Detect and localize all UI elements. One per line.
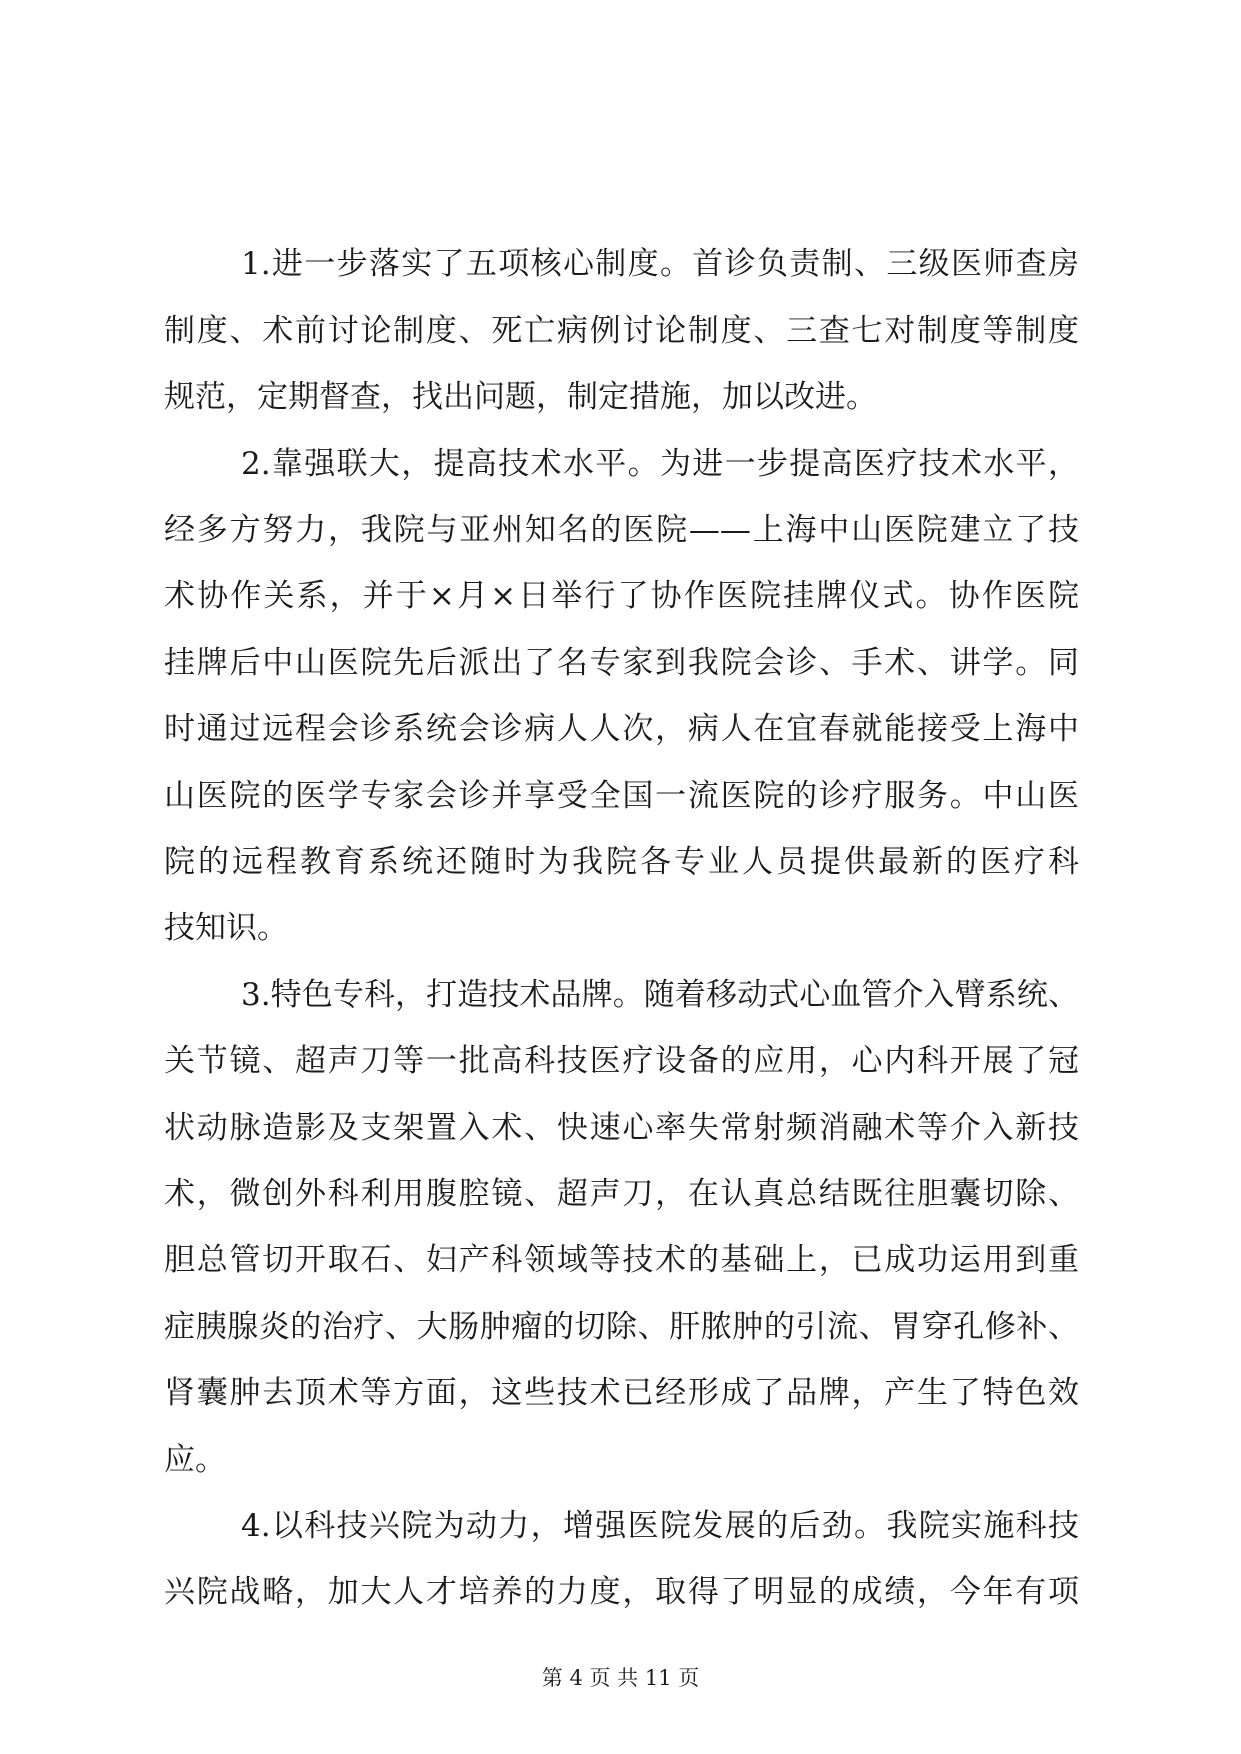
paragraph-3-line-8: 应。 — [164, 1442, 226, 1478]
paragraph-3-line-5: 胆总管切开取石、妇产科领域等技术的基础上，已成功运用到重 — [164, 1242, 1079, 1278]
paragraph-2-line-5: 时通过远程会诊系统会诊病人人次，病人在宜春就能接受上海中 — [164, 711, 1079, 747]
paragraph-2-line-1: 2.靠强联大，提高技术水平。为进一步提高医疗技术水平， — [241, 446, 1079, 482]
paragraph-3-line-1: 3.特色专科，打造技术品牌。随着移动式心血管介入臂系统、 — [241, 977, 1079, 1013]
page-number-footer: 第 4 页 共 11 页 — [541, 1666, 700, 1690]
paragraph-2-line-6: 山医院的医学专家会诊并享受全国一流医院的诊疗服务。中山医 — [164, 778, 1079, 814]
paragraph-2-line-3: 术协作关系，并于×月×日举行了协作医院挂牌仪式。协作医院 — [164, 578, 1079, 614]
paragraph-3-line-6: 症胰腺炎的治疗、大肠肿瘤的切除、肝脓肿的引流、胃穿孔修补、 — [164, 1309, 1079, 1345]
paragraph-1-line-1: 1.进一步落实了五项核心制度。首诊负责制、三级医师查房 — [241, 246, 1079, 282]
paragraph-2-line-2: 经多方努力，我院与亚州知名的医院——上海中山医院建立了技 — [164, 512, 1079, 548]
paragraph-2-line-8: 技知识。 — [164, 910, 288, 946]
paragraph-3-line-2: 关节镜、超声刀等一批高科技医疗设备的应用，心内科开展了冠 — [164, 1043, 1079, 1079]
paragraph-3-line-4: 术，微创外科利用腹腔镜、超声刀，在认真总结既往胆囊切除、 — [164, 1176, 1079, 1212]
paragraph-3-line-7: 肾囊肿去顶术等方面，这些技术已经形成了品牌，产生了特色效 — [164, 1375, 1079, 1411]
paragraph-4-line-2: 兴院战略，加大人才培养的力度，取得了明显的成绩，今年有项 — [164, 1574, 1079, 1610]
paragraph-1-line-3: 规范，定期督查，找出问题，制定措施，加以改进。 — [164, 379, 877, 415]
paragraph-4-line-1: 4.以科技兴院为动力，增强医院发展的后劲。我院实施科技 — [241, 1508, 1079, 1544]
paragraph-2-line-4: 挂牌后中山医院先后派出了名专家到我院会诊、手术、讲学。同 — [164, 645, 1079, 681]
paragraph-3-line-3: 状动脉造影及支架置入术、快速心率失常射频消融术等介入新技 — [164, 1110, 1079, 1146]
paragraph-1-line-2: 制度、术前讨论制度、死亡病例讨论制度、三查七对制度等制度 — [164, 313, 1079, 349]
paragraph-2-line-7: 院的远程教育系统还随时为我院各专业人员提供最新的医疗科 — [164, 844, 1079, 880]
